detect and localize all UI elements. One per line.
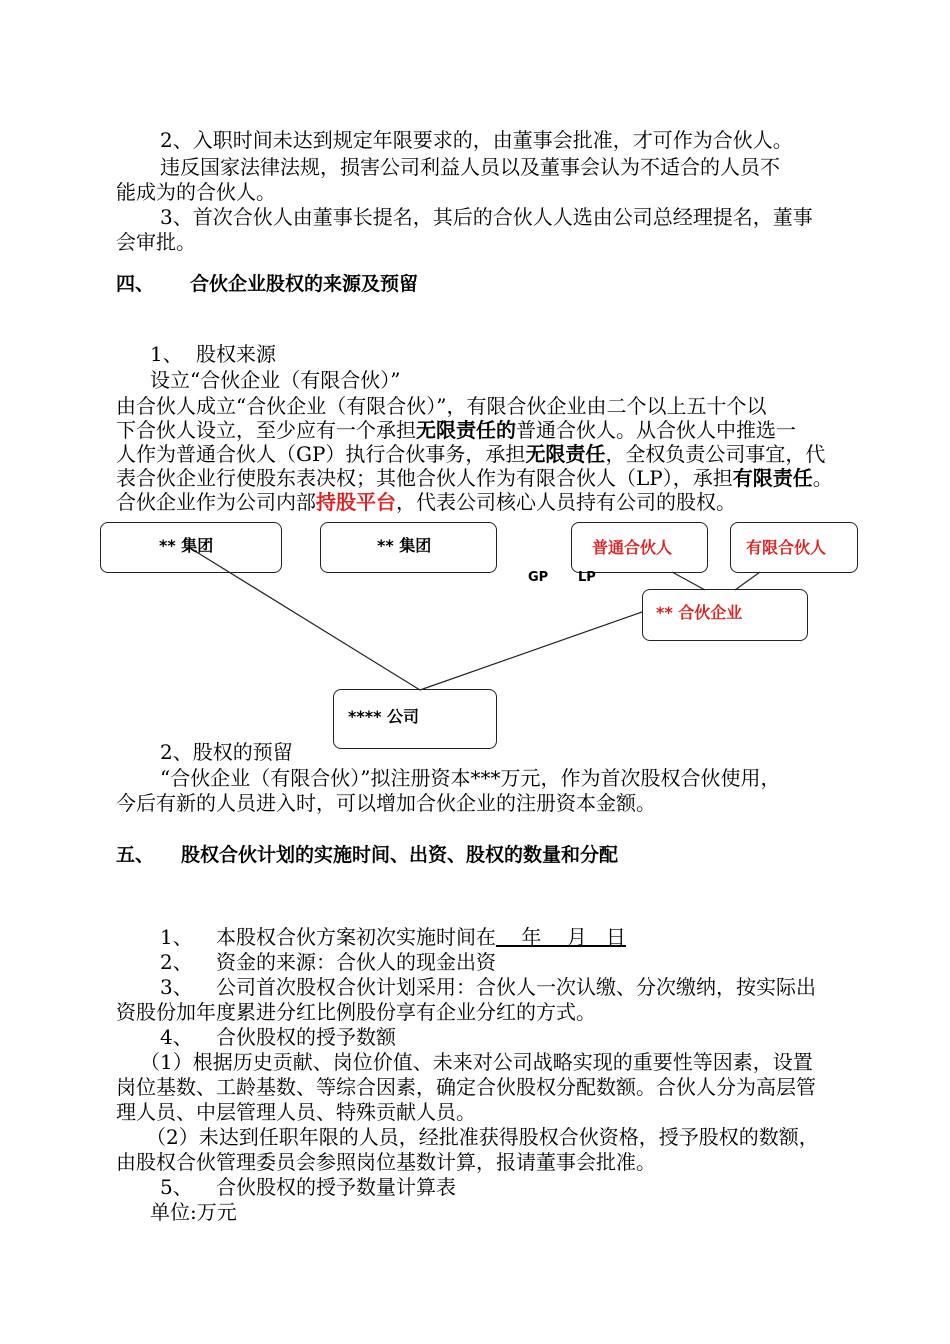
text-line: 岗位基数、工龄基数、等综合因素，确定合伙股权分配数额。合伙人分为高层管: [116, 1075, 816, 1099]
text-line: 资金的来源：合伙人的现金出资: [216, 950, 496, 974]
item-number: 3、: [160, 975, 193, 999]
text-span: 表合伙企业行使股东表决权；其他合伙人作为有限合伙人（LP），承担: [116, 466, 733, 490]
section-number: 五、: [116, 844, 155, 866]
text-span: 。: [812, 466, 833, 490]
text-line: 今后有新的人员进入时，可以增加合伙企业的注册资本金额。: [116, 791, 656, 815]
item-number: 1、: [160, 925, 193, 949]
bold-span: 有限责任: [732, 466, 813, 490]
item-number: 4、: [160, 1025, 193, 1049]
text-line: [216, 925, 626, 949]
box-label: 有限合伙人: [746, 538, 827, 557]
text-span: 普通合伙人。从合伙人中推选一: [516, 418, 796, 442]
subsection-number: 1、: [150, 342, 183, 366]
text-line: （2）未达到任职年限的人员，经批准获得股权合伙资格，授予股权的数额，: [146, 1125, 819, 1149]
box-label: ** 集团: [159, 536, 214, 555]
text-line: “合伙企业（有限合伙）”拟注册资本***万元，作为首次股权合伙使用，: [160, 766, 781, 790]
text-line: （1）根据历史贡献、岗位价值、未来对公司战略实现的重要性等因素，设置: [140, 1050, 813, 1074]
box-label: ** 合伙企业: [656, 603, 743, 622]
gp-label: GP: [528, 570, 549, 585]
text-line: 由合伙人成立“合伙企业（有限合伙）”，有限合伙企业由二个以上五十个以: [116, 394, 767, 418]
general-partner-box: [571, 522, 708, 573]
section-title: 股权合伙计划的实施时间、出资、股权的数量和分配: [181, 844, 619, 866]
red-bold-span: 持股平台: [316, 490, 396, 514]
group-box-2: [320, 522, 497, 573]
lp-label: LP: [578, 570, 596, 585]
text-line: 由股权合伙管理委员会参照岗位基数计算，报请董事会批准。: [116, 1150, 656, 1174]
unit-label: 单位:万元: [150, 1200, 237, 1224]
text-line: 会审批。: [116, 230, 196, 254]
item-number: 2、: [160, 950, 193, 974]
subsection-title: 股权来源: [196, 342, 276, 366]
text-line: 设立“合伙企业（有限合伙）”: [150, 368, 401, 392]
section-title: 合伙企业股权的来源及预留: [190, 273, 419, 295]
text-line: 合伙股权的授予数额: [216, 1025, 396, 1049]
box-label: 普通合伙人: [592, 538, 673, 557]
partnership-enterprise-box: [642, 589, 808, 641]
connector-line: [735, 572, 760, 590]
text-line: 合伙股权的授予数量计算表: [216, 1175, 456, 1199]
text-line: 理人员、中层管理人员、特殊贡献人员。: [116, 1100, 476, 1124]
text-line: 3、首次合伙人由董事长提名，其后的合伙人人选由公司总经理提名，董事: [160, 205, 813, 229]
subsection-title: 2、股权的预留: [160, 740, 293, 764]
text-line: 公司首次股权合伙计划采用：合伙人一次认缴、分次缴纳，按实际出: [216, 975, 816, 999]
company-box: [333, 689, 497, 749]
date-blank: 年 月 日: [496, 925, 626, 949]
text-line: 能成为的合伙人。: [116, 180, 276, 204]
text-span: 下合伙人设立，至少应有一个承担: [116, 418, 416, 442]
text-line: 资股份加年度累进分红比例股份享有企业分红的方式。: [116, 1000, 596, 1024]
text-span: ，全权负责公司事宜，代: [605, 442, 826, 466]
box-label: ** 集团: [377, 536, 432, 555]
text-span: 人作为普通合伙人（GP）执行合伙事务，承担: [116, 442, 526, 466]
item-number: 5、: [160, 1175, 193, 1199]
connector-line: [672, 572, 705, 590]
text-span: ，代表公司核心人员持有公司的股权。: [396, 490, 736, 514]
text-line: 2、入职时间未达到规定年限要求的，由董事会批准，才可作为合伙人。: [160, 128, 793, 152]
group-box-1: [100, 522, 282, 573]
bold-span: 无限责任的: [416, 418, 516, 442]
connector-line: [420, 612, 642, 690]
text-span: 合伙企业作为公司内部: [116, 490, 316, 514]
text-span: 本股权合伙方案初次实施时间在: [216, 925, 496, 949]
limited-partner-box: [730, 522, 858, 573]
text-line: 违反国家法律法规，损害公司利益人员以及董事会认为不适合的人员不: [160, 155, 780, 179]
bold-span: 无限责任: [525, 442, 606, 466]
box-label: **** 公司: [348, 707, 420, 726]
section-number: 四、: [116, 273, 155, 295]
